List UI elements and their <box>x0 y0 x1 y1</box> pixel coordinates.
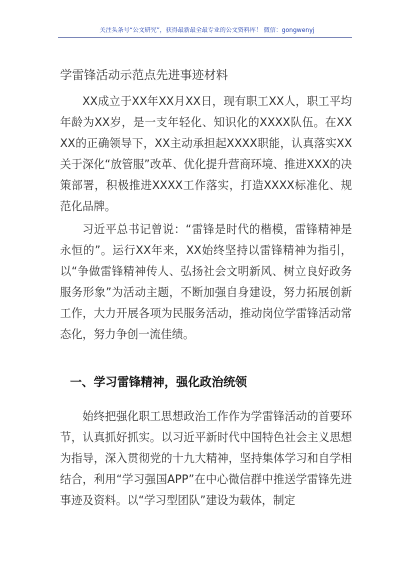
document-title: 学雷锋活动示范点先进事迹材料 <box>60 68 229 82</box>
banner-divider <box>58 37 352 38</box>
paragraph-section-1: 始终把强化职工思想政治工作作为学雷锋活动的首要环节，认真抓好抓实。以习近平新时代中国特色社会主义思想为指导，深入贯彻党的十九大精神，坚持集体学习和自学相结合，利用“学习强国APP”在中心微信群中推送学雷锋先进事迹及资料。以“学习型团队”建设为载体，制定 <box>60 410 352 507</box>
banner-text: 关注头条号“公文研究”，获得最新最全最专业的公文资料库！ 微信：gongwenyj <box>99 27 315 34</box>
paragraph-spirit: 习近平总书记曾说：“雷锋是时代的楷模，雷锋精神是永恒的”。运行XX年来，XX始终坚持以雷锋精神为指引，以“争做雷锋精神传人、弘扬社会文明新风、树立良好政务服务形象”为活动主题，不断加强自身建设，努力拓展创新工作，大力开展各项为民服务活动，推动岗位学雷锋活动常态化，努力争创一流佳绩。 <box>60 223 352 341</box>
section-heading: 一、学习雷锋精神，强化政治统领 <box>70 375 247 389</box>
paragraph-intro: XX成立于XX年XX月XX日，现有职工XX人，职工平均年龄为XX岁，是一支年轻化、知识化的XXXX队伍。在XXXX的正确领导下，XX主动承担起XXXX职能，认真落实XX关于深化“放管服”改革、优化提升营商环境、推进XXX的决策部署，积极推进XXXX工作落实，打造XXXX标准化、规范化品牌。 <box>60 95 352 213</box>
